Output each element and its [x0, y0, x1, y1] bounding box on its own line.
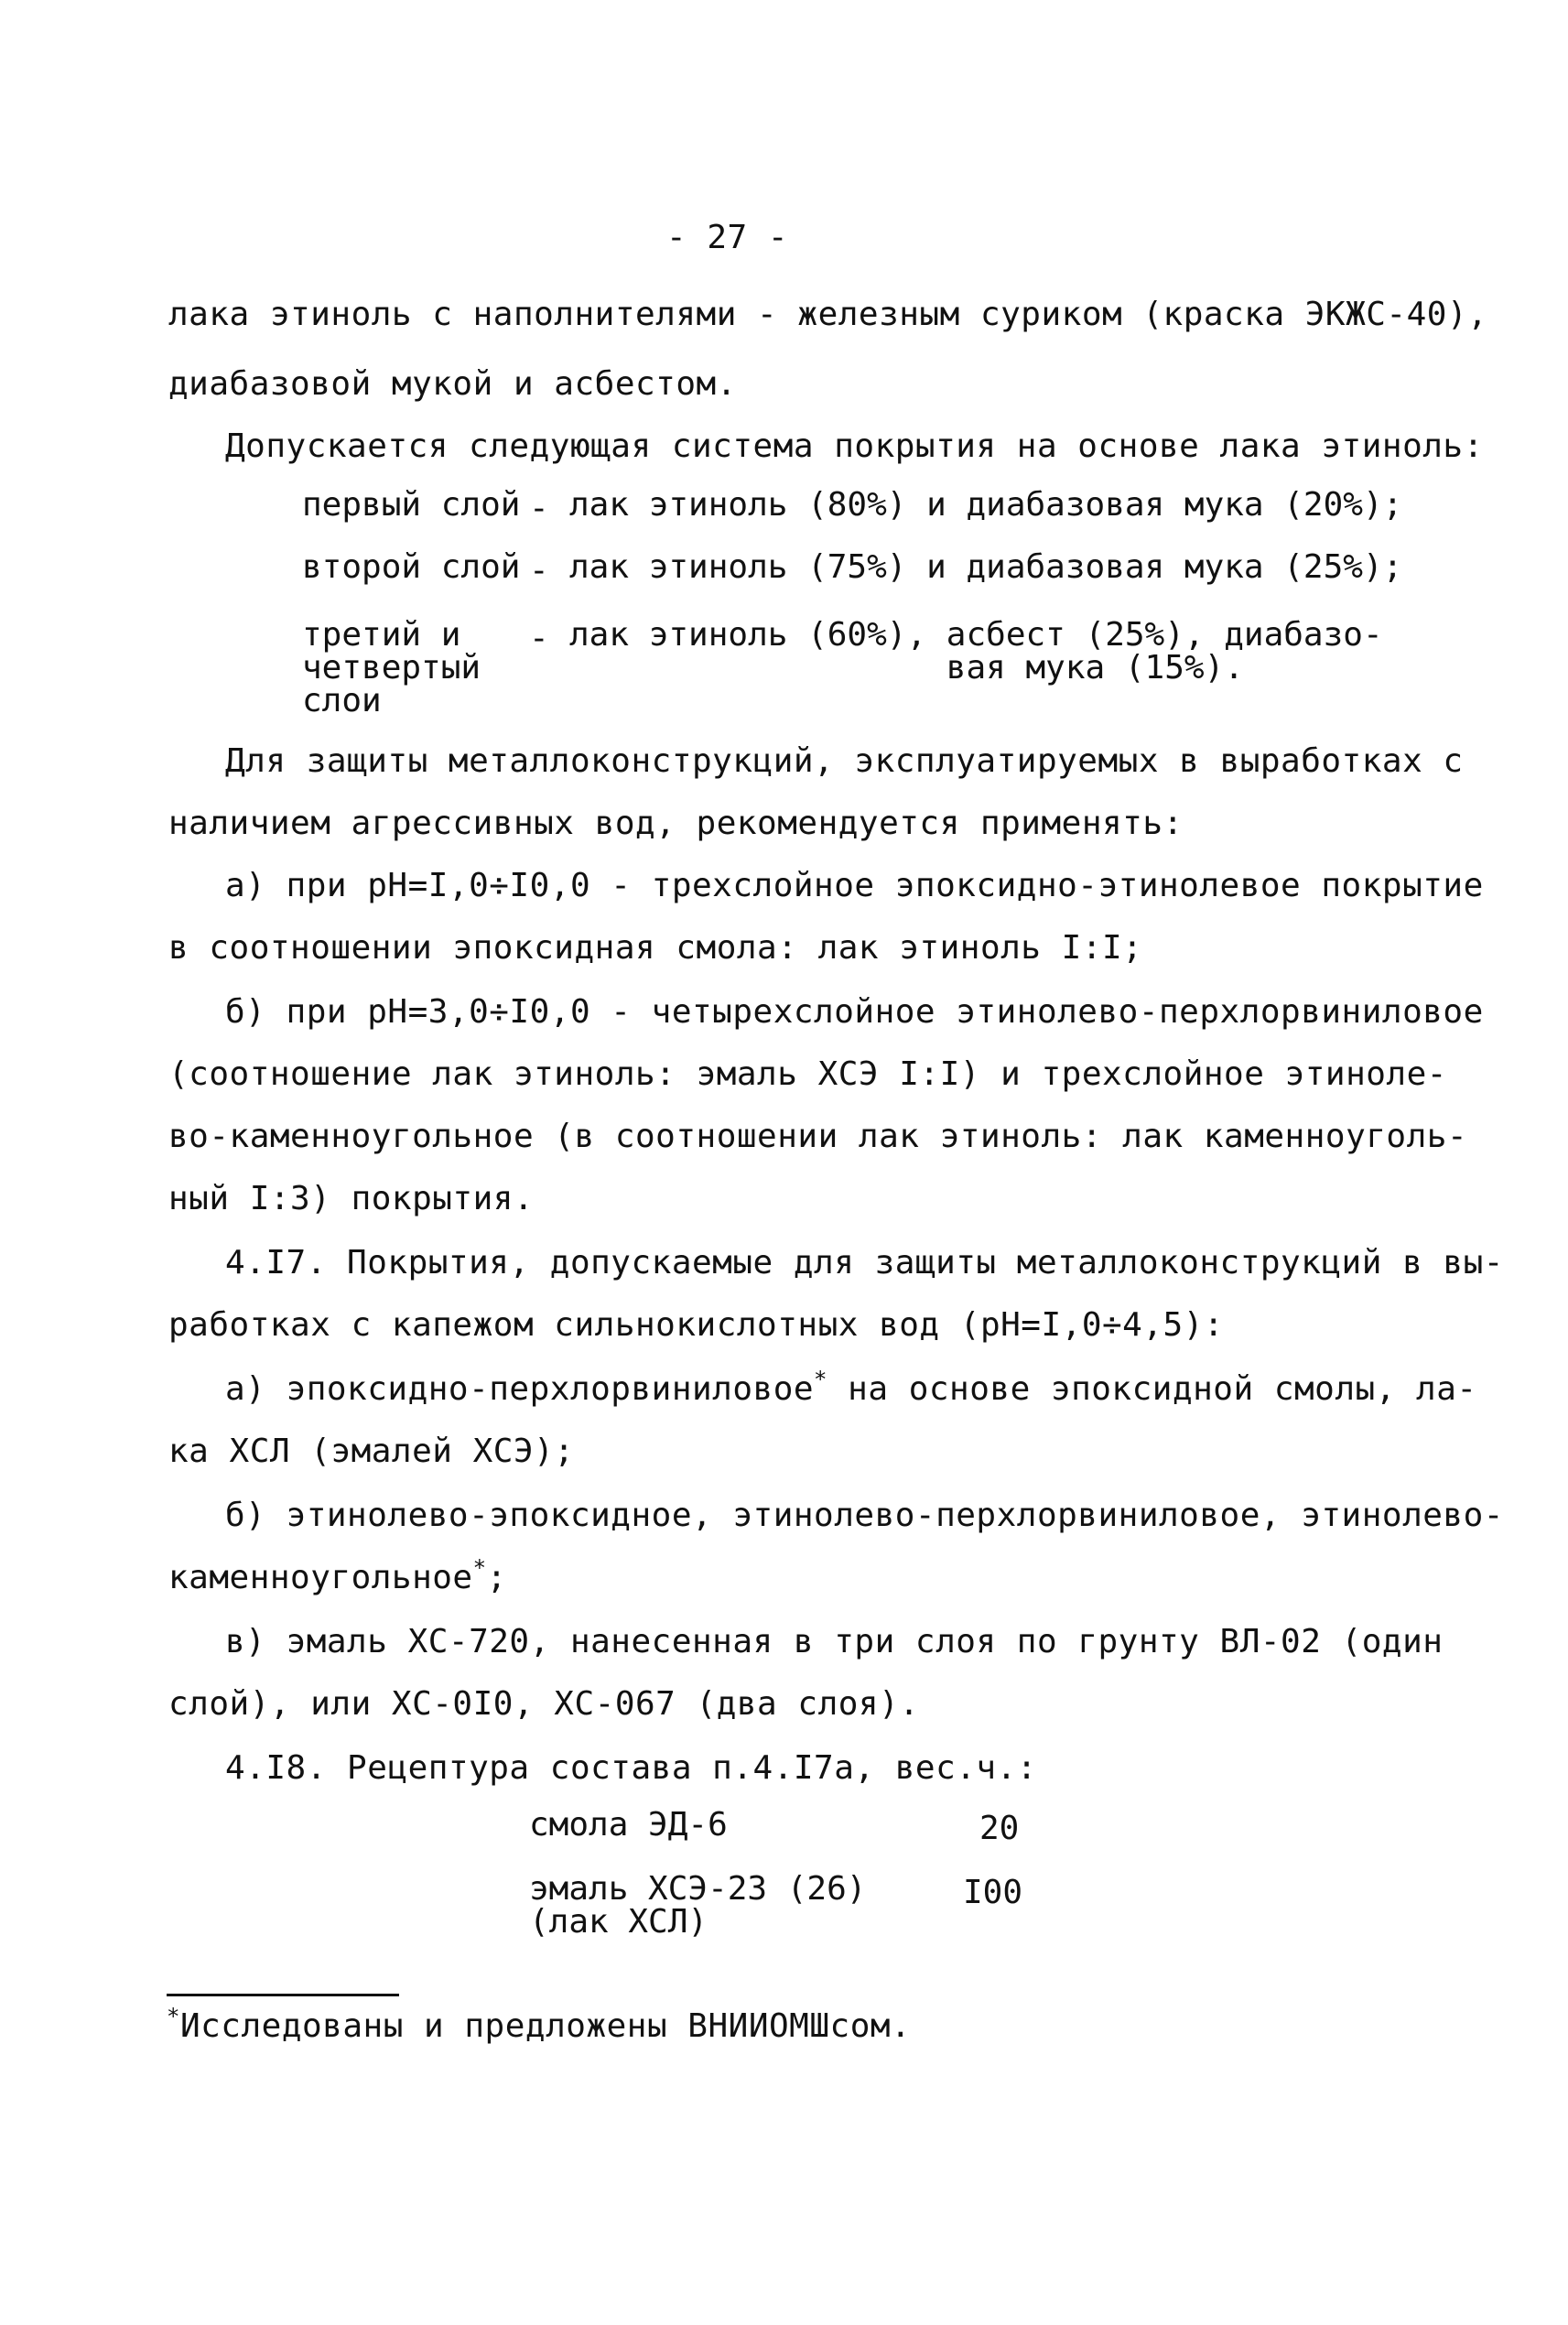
paragraph-line: ный I:3) покрытия.	[168, 1180, 535, 1217]
footnote	[167, 2006, 911, 2046]
layer-label: второй слой	[302, 548, 521, 586]
paragraph-line: Для защиты металлоконструкций, эксплуатируемых в выработках с	[225, 742, 1464, 780]
recipe-value: I00	[963, 1874, 1023, 1911]
footnote-text: Исследованы и предложены ВНИИОМШсом.	[179, 2007, 912, 2045]
paragraph-line: (соотношение лак этиноль: эмаль ХСЭ I:I) и трехслойное этиноле-	[168, 1055, 1447, 1093]
paragraph-line: наличием агрессивных вод, рекомендуется применять:	[168, 805, 1184, 842]
paragraph-line: слой), или ХС-0I0, ХС-067 (два слоя).	[168, 1685, 920, 1723]
paragraph-line: 4.I7. Покрытия, допускаемые для защиты металлоконструкций в вы-	[225, 1244, 1504, 1281]
footnote-mark: *	[472, 1555, 487, 1581]
paragraph-line: а) при pH=I,0÷I0,0 - трехслойное эпоксидно-этинолевое покрытие	[225, 867, 1484, 904]
layer-description: лак этиноль (60%), асбест (25%), диабазо- вая мука (15%).	[569, 616, 1383, 687]
layer-dash: -	[529, 490, 549, 527]
paragraph-line: б) этинолево-эпоксидное, этинолево-перхлорвиниловое, этинолево-	[225, 1497, 1504, 1534]
paragraph-text: каменноугольное	[168, 1559, 473, 1596]
paragraph-line: в) эмаль ХС-720, нанесенная в три слоя по грунту ВЛ-02 (один	[225, 1623, 1444, 1660]
layer-label: третий и четвертый слои	[302, 616, 481, 719]
paragraph-line	[168, 1555, 507, 1597]
layer-dash: -	[529, 620, 549, 657]
paragraph-text: а) эпоксидно-перхлорвиниловое	[225, 1370, 815, 1408]
recipe-component: эмаль ХСЭ-23 (26) (лак ХСЛ)	[529, 1870, 867, 1941]
footnote-mark: *	[167, 2004, 180, 2029]
paragraph-line	[225, 1369, 1477, 1409]
paragraph-line: лака этиноль с наполнителями - железным суриком (краска ЭКЖС-40),	[168, 296, 1488, 333]
paragraph-line: во-каменноугольное (в соотношении лак этиноль: лак каменноуголь-	[168, 1118, 1468, 1155]
paragraph-text: ;	[486, 1559, 507, 1596]
paragraph-line: ка ХСЛ (эмалей ХСЭ);	[168, 1433, 575, 1470]
footnote-divider	[167, 1994, 399, 1996]
paragraph-text: на основе эпоксидной смолы, ла-	[827, 1370, 1477, 1408]
layer-description: лак этиноль (75%) и диабазовая мука (25%);	[569, 548, 1403, 586]
paragraph-line: 4.I8. Рецептура состава п.4.I7а, вес.ч.:	[225, 1749, 1037, 1787]
paragraph-line: диабазовой мукой и асбестом.	[168, 365, 737, 403]
page-number: - 27 -	[666, 219, 789, 256]
recipe-component: смола ЭД-6	[529, 1806, 728, 1844]
paragraph-line: Допускается следующая система покрытия на основе лака этиноль:	[225, 427, 1484, 465]
paragraph-line: б) при pH=3,0÷I0,0 - четырехслойное этинолево-перхлорвиниловое	[225, 993, 1484, 1031]
recipe-value: 20	[979, 1810, 1020, 1847]
layer-label: первый слой	[302, 486, 521, 524]
footnote-mark: *	[814, 1367, 827, 1392]
paragraph-line: в соотношении эпоксидная смола: лак этиноль I:I;	[168, 929, 1143, 967]
paragraph-line: работках с капежом сильнокислотных вод (pH=I,0÷4,5):	[168, 1306, 1225, 1344]
layer-description: лак этиноль (80%) и диабазовая мука (20%);	[569, 486, 1403, 524]
layer-dash: -	[529, 552, 549, 589]
